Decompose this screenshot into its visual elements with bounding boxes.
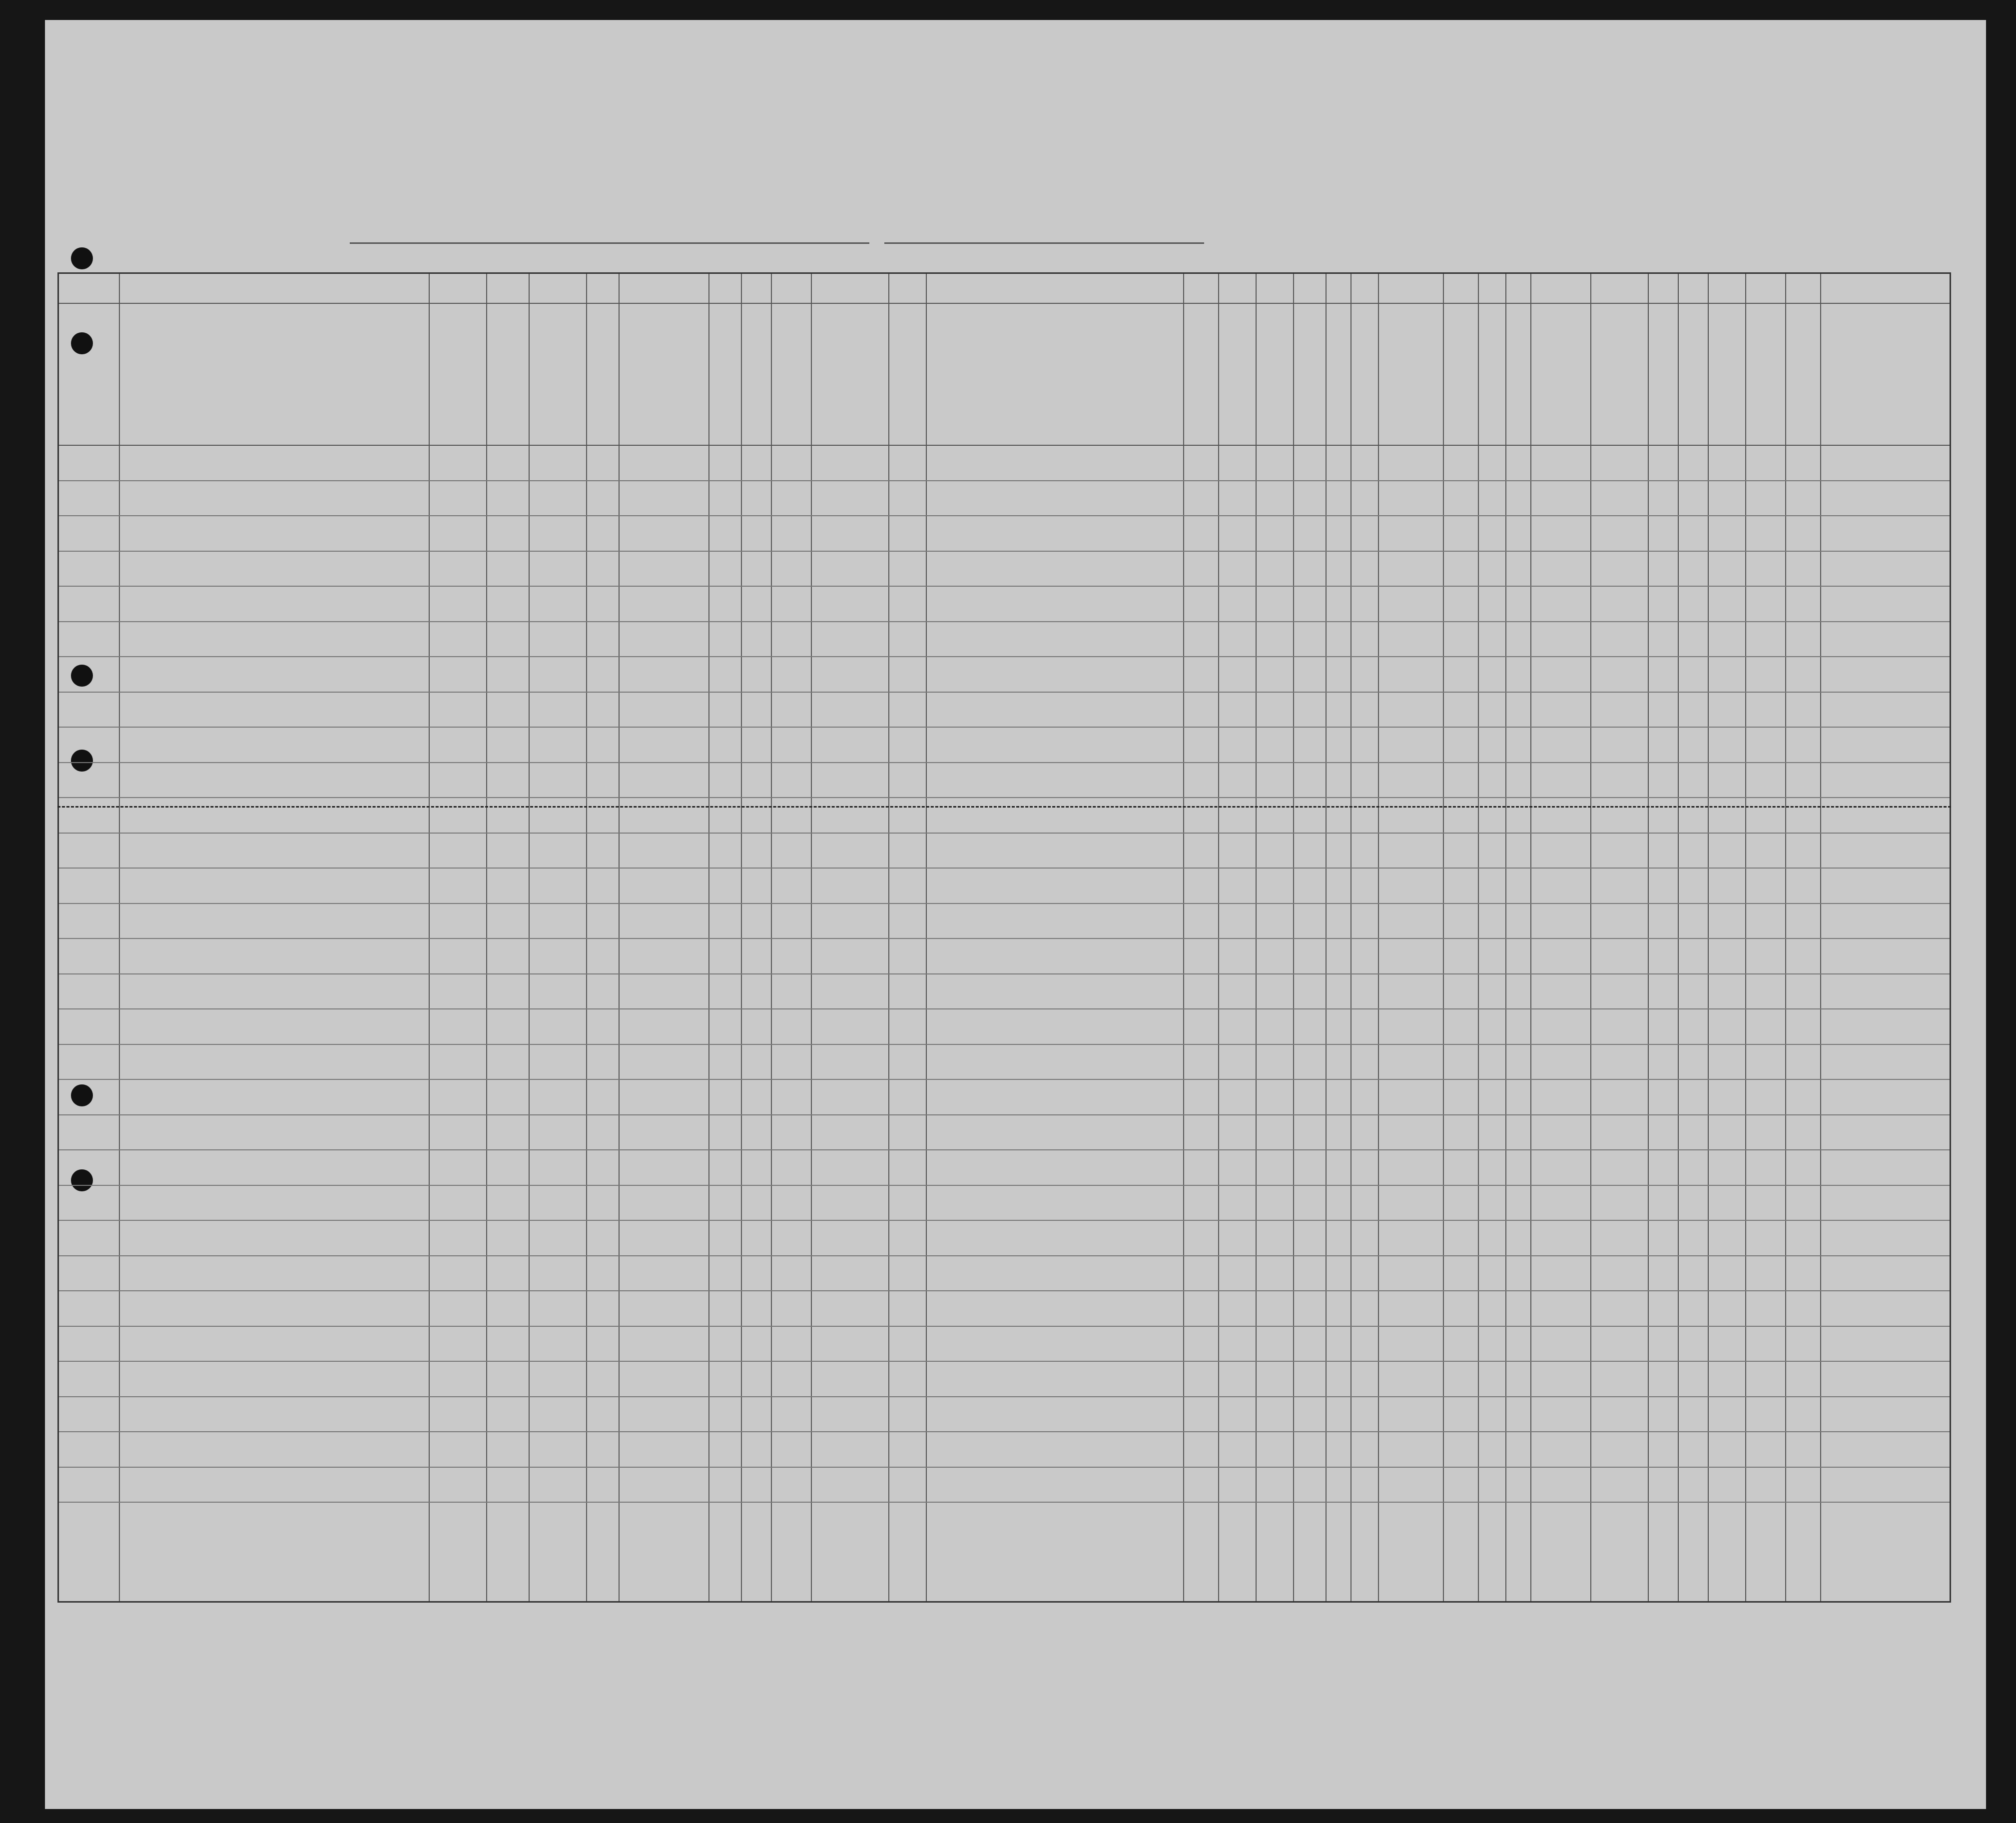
column-divider [529,274,530,1601]
row-divider [59,551,1950,552]
column-divider [1505,274,1506,1601]
row-divider [59,621,1950,622]
port-underline [350,242,869,244]
column-divider [1745,274,1746,1601]
row-divider [59,1502,1950,1503]
row-divider [59,938,1950,939]
column-divider [1708,274,1709,1601]
row-divider [59,1114,1950,1115]
row-divider [59,480,1950,481]
column-divider [486,274,487,1601]
column-divider [771,274,772,1601]
row-divider [59,1290,1950,1291]
date-underline [884,242,1204,244]
row-divider [59,1008,1950,1009]
column-divider [119,274,120,1601]
column-divider [1378,274,1379,1601]
row-divider [59,586,1950,587]
row-divider [59,868,1950,869]
row-9-strike-line [57,806,1951,808]
column-divider [1183,274,1184,1601]
manifest-table [57,272,1951,1603]
column-divider [741,274,742,1601]
row-divider [59,1326,1950,1327]
column-divider [1530,274,1531,1601]
row-divider [59,1396,1950,1397]
row-divider [59,1220,1950,1221]
column-divider [1820,274,1821,1601]
column-divider [1590,274,1591,1601]
column-divider [811,274,812,1601]
row-divider [59,692,1950,693]
row-divider [59,1467,1950,1468]
row-divider [59,833,1950,834]
row-divider [59,1431,1950,1432]
column-divider [1785,274,1786,1601]
row-divider [59,727,1950,728]
row-divider [59,797,1950,798]
row-divider [59,656,1950,657]
row-divider [59,903,1950,904]
row-divider [59,762,1950,763]
column-divider [1293,274,1294,1601]
column-divider [1443,274,1444,1601]
column-divider [1218,274,1219,1601]
column-divider [1350,274,1351,1601]
column-divider [888,274,889,1601]
column-divider [1648,274,1649,1601]
row-divider [59,1149,1950,1150]
header-divider [59,303,1950,304]
column-divider [926,274,927,1601]
header-divider [59,445,1950,446]
column-divider [1678,274,1679,1601]
row-divider [59,973,1950,974]
row-divider [59,1361,1950,1362]
column-divider [586,274,587,1601]
row-divider [59,1255,1950,1256]
column-divider [1326,274,1327,1601]
column-divider [429,274,430,1601]
row-divider [59,1044,1950,1045]
column-divider [1478,274,1479,1601]
column-divider [619,274,620,1601]
row-divider [59,515,1950,516]
row-divider [59,1079,1950,1080]
column-divider [708,274,709,1601]
column-divider [1256,274,1257,1601]
binder-hole [71,247,93,269]
row-divider [59,1185,1950,1186]
